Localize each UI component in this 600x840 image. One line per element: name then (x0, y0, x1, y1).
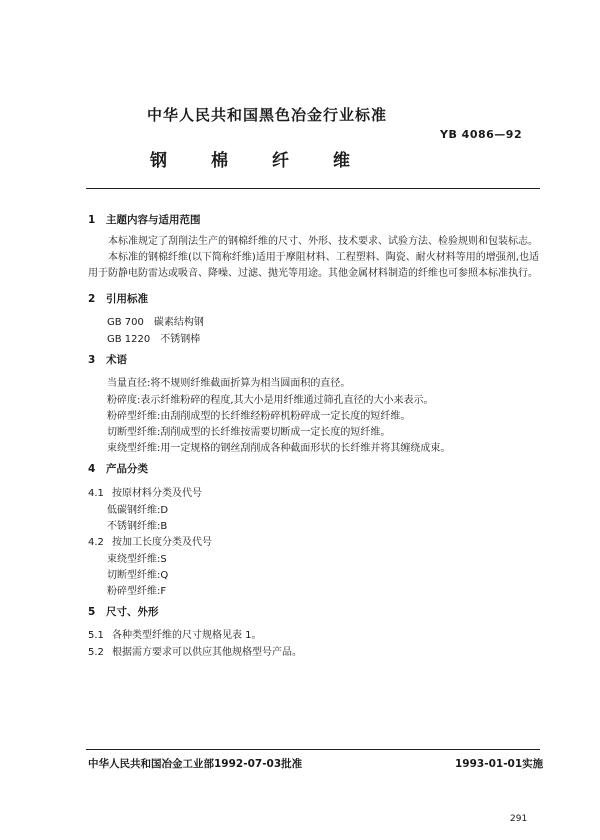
subsection-4-2-heading (88, 533, 212, 548)
page-number: 291 (510, 814, 528, 824)
title-char: 纤 (272, 151, 289, 171)
bottom-rule (86, 749, 540, 750)
subsection-number: 5.1 (88, 630, 104, 641)
section-3-heading (88, 352, 127, 367)
section-number: 3 (88, 354, 96, 366)
section-4-heading (88, 461, 148, 476)
category-item: 低碳钢纤维:D (107, 505, 169, 516)
subsection-5-1 (88, 626, 262, 641)
title-char: 棉 (211, 151, 228, 171)
category-item: 不锈钢纤维:B (107, 521, 168, 532)
subsection-number: 5.2 (88, 647, 104, 658)
title-char: 钢 (150, 151, 167, 171)
section-title: 引用标准 (106, 293, 148, 305)
section-number: 5 (88, 606, 96, 618)
section-title: 主题内容与适用范围 (106, 214, 201, 226)
subsection-title: 按原材料分类及代号 (112, 488, 202, 499)
term-item: 当量直径:将不规则纤维截面折算为相当圆面积的直径。 (107, 378, 351, 389)
title-char: 维 (333, 151, 350, 171)
reference-item: GB 700 碳素结构钢 (107, 317, 204, 328)
section-title: 尺寸、外形 (106, 606, 159, 618)
category-item: 束绕型纤维:S (107, 554, 167, 565)
section-number: 1 (88, 214, 96, 226)
term-item: 切断型纤维:刮削成型的长纤维按需要切断成一定长度的短纤维。 (107, 427, 391, 438)
approval-line: 中华人民共和国冶金工业部1992-07-03批准 (88, 758, 303, 770)
document-title (150, 146, 394, 171)
category-item: 粉碎型纤维:F (107, 586, 167, 597)
term-item: 束绕型纤维:用一定规格的钢丝刮削成各种截面形状的长纤维并将其缠绕成束。 (107, 443, 451, 454)
section-title: 术语 (106, 354, 127, 366)
subsection-text: 根据需方要求可以供应其他规格型号产品。 (112, 647, 302, 658)
standard-organization: 中华人民共和国黑色冶金行业标准 (147, 106, 388, 124)
reference-item: GB 1220 不锈钢棒 (107, 334, 201, 345)
section-number: 4 (88, 463, 96, 475)
category-item: 切断型纤维:Q (107, 570, 169, 581)
section-number: 2 (88, 293, 96, 305)
section-2-heading (88, 291, 148, 306)
subsection-4-1-heading (88, 484, 202, 499)
implementation-date: 1993-01-01实施 (455, 758, 544, 770)
subsection-number: 4.1 (88, 488, 104, 499)
section-5-heading (88, 604, 159, 619)
subsection-text: 各种类型纤维的尺寸规格见表 1。 (112, 630, 262, 641)
section-1-paragraph-1: 本标准规定了刮削法生产的钢棉纤维的尺寸、外形、技术要求、试验方法、检验规则和包装标志。 (108, 236, 538, 247)
section-title: 产品分类 (106, 463, 148, 475)
top-rule (86, 188, 540, 189)
subsection-number: 4.2 (88, 537, 104, 548)
term-item: 粉碎度:表示纤维粉碎的程度,其大小是用纤维通过筛孔直径的大小来表示。 (107, 395, 434, 406)
term-item: 粉碎型纤维:由刮削成型的长纤维经粉碎机粉碎成一定长度的短纤维。 (107, 411, 411, 422)
subsection-5-2 (88, 643, 302, 658)
subsection-title: 按加工长度分类及代号 (112, 537, 212, 548)
section-1-heading (88, 212, 201, 227)
standard-code: YB 4086—92 (440, 128, 523, 141)
section-1-paragraph-2: 本标准的钢棉纤维(以下简称纤维)适用于摩阻材料、工程塑料、陶瓷、耐火材料等用的增强剂,也适用于防静电防雷达或吸音、降噪、过滤、抛光等用途。其他金属材料制造的纤维也可参照本标准执行。 (88, 252, 539, 279)
